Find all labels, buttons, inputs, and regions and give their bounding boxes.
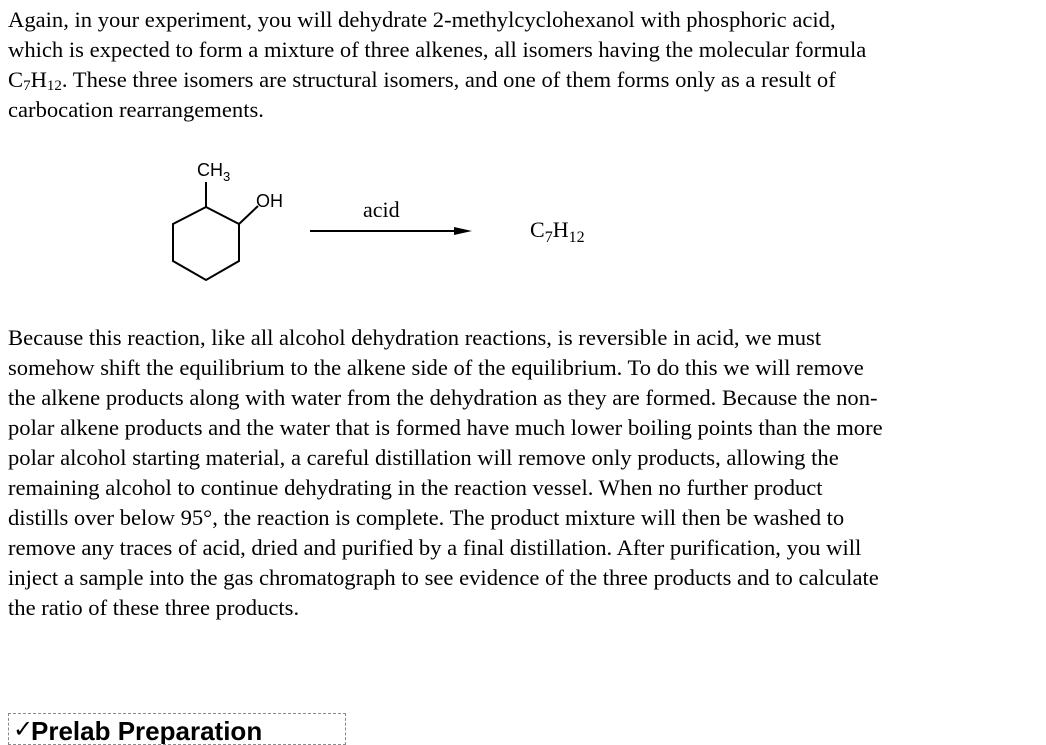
intro-line-2: which is expected to form a mixture of three alkenes, all isomers having the molecular formula bbox=[8, 37, 867, 62]
intro-paragraph bbox=[8, 5, 866, 125]
product-formula: $C_7H_{12}$ bbox=[530, 217, 585, 246]
body-line: Because this reaction, like all alcohol dehydration reactions, is reversible in acid, we must bbox=[8, 325, 822, 350]
formula-c: C bbox=[8, 67, 24, 92]
methyl-label: $CH_3$ bbox=[197, 160, 231, 184]
body-paragraph bbox=[8, 323, 883, 623]
body-line: polar alcohol starting material, a careful distillation will remove only products, allowing the bbox=[8, 445, 839, 470]
hydroxyl-label: OH bbox=[256, 191, 283, 211]
reaction-scheme bbox=[150, 150, 630, 290]
check-icon: ✓ bbox=[13, 715, 34, 743]
arrow-head bbox=[454, 227, 472, 235]
formula-c-subscript: 7 bbox=[23, 78, 31, 94]
intro-line-1: Again, in your experiment, you will dehydrate 2-methylcyclohexanol with phosphoric acid, bbox=[8, 7, 836, 32]
intro-line-4: carbocation rearrangements. bbox=[8, 97, 264, 122]
body-line: inject a sample into the gas chromatograph to see evidence of the three products and to calculate bbox=[8, 565, 879, 590]
body-line: somehow shift the equilibrium to the alkene side of the equilibrium. To do this we will remove bbox=[8, 355, 864, 380]
formula-h-subscript: 12 bbox=[46, 78, 62, 94]
body-line: remaining alcohol to continue dehydrating in the reaction vessel. When no further product bbox=[8, 475, 823, 500]
prelab-section-header[interactable] bbox=[8, 713, 346, 745]
intro-line-3-rest: . These three isomers are structural isomers, and one of them forms only as a result of bbox=[61, 67, 836, 92]
reagent-label: acid bbox=[363, 197, 400, 222]
body-line: polar alkene products and the water that is formed have much lower boiling points than the more bbox=[8, 415, 883, 440]
formula-h: H bbox=[30, 67, 47, 92]
body-line: distills over below 95°, the reaction is complete. The product mixture will then be washed to bbox=[8, 505, 845, 530]
prelab-heading: Prelab Preparation bbox=[31, 716, 263, 745]
body-line: the ratio of these three products. bbox=[8, 595, 300, 620]
cyclohexane-ring bbox=[173, 207, 239, 280]
body-line: remove any traces of acid, dried and purified by a final distillation. After purification, you will bbox=[8, 535, 862, 560]
intro-line-3 bbox=[8, 65, 866, 95]
body-line: the alkene products along with water from the dehydration as they are formed. Because the non- bbox=[8, 385, 878, 410]
